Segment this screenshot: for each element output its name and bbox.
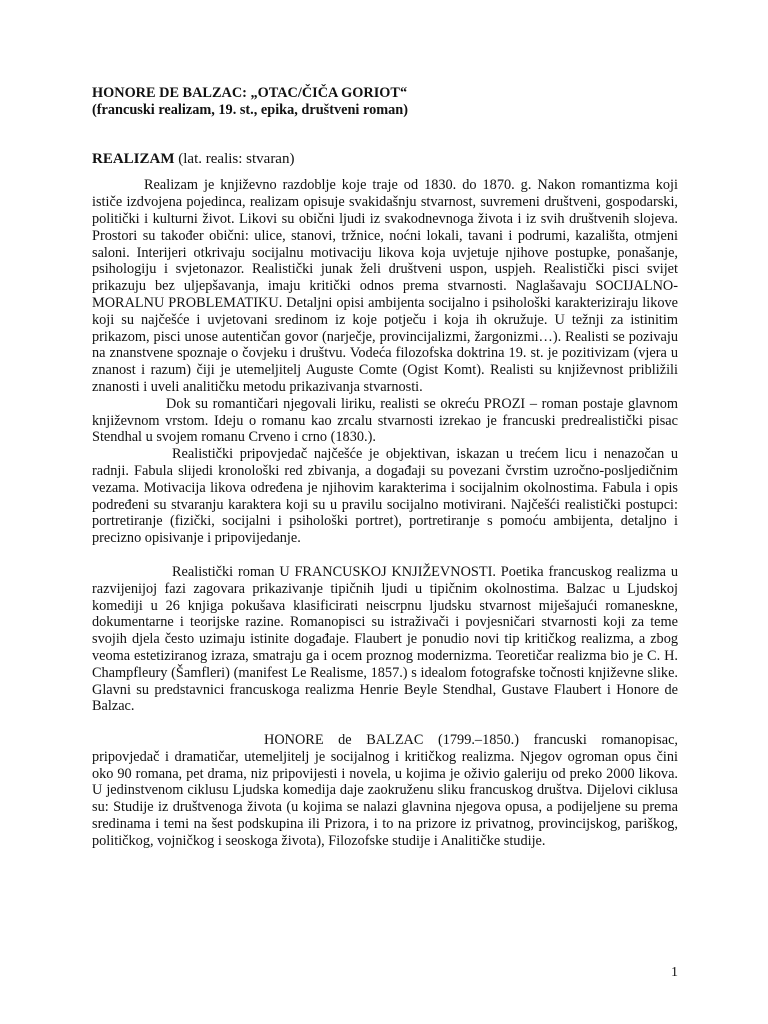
section-heading-word: REALIZAM [92,150,175,167]
section-heading [92,151,678,168]
paragraph-francuski-realizam: Realistički roman U FRANCUSKOJ KNJIŽEVNOSTI. Poetika francuskog realizma u razvijenijoj fazi zagovara prikazivanje tipičnih ljudi u tipičnim okolnostima. Balzac u Ljudskoj komediji u 26 knjiga pokušava klasificirati neiscrpnu ljudsku stvarnost miješajući romaneskne, dokumentarne i teorijske razine. Romanopisci su istraživači i povjesničari stvarnosti koji za teme svojih djela često uzimaju istinite događaje. Flaubert je ponudio novi tip kritičkog realizma, a zbog veoma estetiziranog izraza, smatraju ga i ocem proznog modernizma. Teoretičar realizma bio je C. H. Champfleury (Šamfleri) (manifest Le Realisme, 1857.) s idealom fotografske točnosti književne slike. Glavni su predstavnici francuskoga realizma Henrie Beyle Stendhal, Gustave Flaubert i Honore de Balzac. [92,563,678,715]
paragraph-balzac: HONORE de BALZAC (1799.–1850.) francuski romanopisac, pripovjedač i dramatičar, utemeljitelj je socijalnog i kritičkog realizma. Njegov ogroman opus čini oko 90 romana, pet drama, niz pripovijesti i novela, u kojima je oživio galeriju od preko 2000 likova. U jedinstvenom ciklusu Ljudska komedija daje zaokruženu sliku francuskog društva. Dijelovi ciklusa su: Studije iz društvenoga života (u kojima se nalazi glavnina njegova opusa, a podijeljene su prema sredinama i temi na šest podskupina ili Prizora, i to na prizore iz privatnog, provincijskog, pariškog, političkog, vojničkog i seoskoga života), Filozofske studije i Analitičke studije. [92,732,678,849]
paragraph-proza: Dok su romantičari njegovali liriku, realisti se okreću PROZI – roman postaje glavnom književnom vrstom. Ideju o romanu kao zrcalu stvarnosti izrekao je francuski predrealistički pisac Stendhal u svojem romanu Crveno i crno (1830.). [92,395,678,446]
spacer [92,715,678,732]
document-page [92,85,678,850]
document-subtitle: (francuski realizam, 19. st., epika, društveni roman) [92,101,408,118]
document-title: HONORE DE BALZAC: „OTAC/ČIČA GORIOT“ [92,85,408,101]
paragraph-realizam: Realizam je književno razdoblje koje traje od 1830. do 1870. g. Nakon romantizma koji ističe izdvojena pojedinca, realizam opisuje svakidašnju stvarnost, suvremeni društveni, gospodarski, politički i kulturni život. Likovi su obični ljudi iz svakodnevnoga života i iz svih društvenih slojeva. Prostori su također obični: ulice, stanovi, tržnice, noćni lokali, tavani i podrumi, kazališta, otmjeni saloni. Interijeri otkrivaju socijalnu motivaciju likova koja uvjetuje njihove postupke, ponašanje, psihologiju i svjetonazor. Realistički junak želi društveni uspon, uspjeh. Realistički pisci svijet prikazuju bez uljepšavanja, imaju kritički odnos prema stvarnosti. Naglašavaju SOCIJALNO-MORALNU PROBLEMATIKU. Detaljni opisi ambijenta socijalno i psihološki karakteriziraju likove koji su najčešće i uvjetovani sredinom iz koje potječu i koja ih okružuje. U težnji za istinitim prikazom, pisci unose autentičan govor (narječje, provincijalizmi, žargonizmi…). Realisti se pozivaju na znanstvene spoznaje o čovjeku i društvu. Vodeća filozofska doktrina 19. st. je pozitivizam (vjera u znanost i razum) čiji je utemeljitelj Auguste Comte (Ogist Komt). Realisti su književnost približili znanosti i uveli analitičku metodu prikazivanja stvarnosti. [92,177,678,395]
section-heading-rest: (lat. realis: stvaran) [174,150,295,167]
page-number: 1 [671,965,678,980]
paragraph-pripovjedac: Realistički pripovjedač najčešće je objektivan, iskazan u trećem licu i nenazočan u radnji. Fabula slijedi kronološki red zbivanja, a događaji su povezani čvrstim uzročno-posljedičnim vezama. Motivacija likova određena je njihovim karakterima i socijalnim okolnostima. Fabula i opis podređeni su stvaranju karaktera koji su u pravilu socijalno motivirani. Najčešći realistički postupci: portretiranje (fizički, socijalni i psihološki portret), portretiranje s pomoću ambijenta, detaljno i precizno opisivanje i pripovijedanje. [92,446,678,547]
spacer [92,547,678,564]
